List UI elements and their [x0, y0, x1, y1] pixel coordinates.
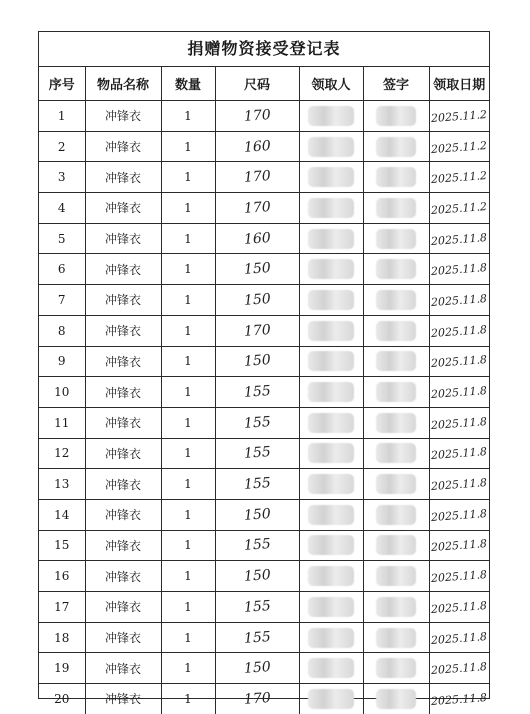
cell-receiver — [299, 285, 363, 316]
cell-date — [429, 407, 489, 438]
handwritten-size: 170 — [243, 106, 271, 125]
cell-qty: 1 — [161, 193, 215, 224]
cell-date — [429, 131, 489, 162]
cell-item: 冲锋衣 — [85, 131, 161, 162]
header-size: 尺码 — [215, 67, 299, 101]
cell-seq: 2 — [39, 131, 85, 162]
redacted-signature — [376, 597, 416, 617]
cell-seq: 19 — [39, 653, 85, 684]
redacted-signature — [376, 137, 416, 157]
cell-item: 冲锋衣 — [85, 438, 161, 469]
handwritten-size: 155 — [243, 628, 271, 647]
cell-size — [215, 438, 299, 469]
redacted-signature — [376, 106, 416, 126]
handwritten-size: 150 — [243, 291, 271, 309]
table-row — [39, 315, 489, 346]
cell-signature — [363, 254, 429, 285]
cell-date — [429, 285, 489, 316]
cell-item: 冲锋衣 — [85, 622, 161, 653]
cell-receiver — [299, 622, 363, 653]
cell-receiver — [299, 653, 363, 684]
cell-size — [215, 622, 299, 653]
cell-item: 冲锋衣 — [85, 561, 161, 592]
redacted-signature — [376, 689, 416, 709]
header-receiver: 领取人 — [299, 67, 363, 101]
cell-seq: 5 — [39, 223, 85, 254]
handwritten-date: 2025.11.8 — [430, 414, 488, 432]
cell-receiver — [299, 561, 363, 592]
cell-signature — [363, 131, 429, 162]
cell-receiver — [299, 499, 363, 530]
cell-signature — [363, 499, 429, 530]
redacted-receiver — [308, 351, 354, 371]
cell-qty: 1 — [161, 561, 215, 592]
cell-qty: 1 — [161, 254, 215, 285]
handwritten-size: 155 — [243, 383, 271, 401]
cell-receiver — [299, 131, 363, 162]
cell-qty: 1 — [161, 438, 215, 469]
handwritten-size: 150 — [243, 352, 271, 371]
handwritten-date: 2025.11.8 — [430, 690, 488, 708]
redacted-signature — [376, 351, 416, 371]
cell-seq: 3 — [39, 162, 85, 193]
table-row — [39, 193, 489, 224]
cell-signature — [363, 622, 429, 653]
redacted-receiver — [308, 474, 354, 494]
cell-size — [215, 315, 299, 346]
table-row — [39, 592, 489, 623]
cell-item: 冲锋衣 — [85, 193, 161, 224]
handwritten-size: 150 — [243, 260, 271, 279]
redacted-signature — [376, 167, 416, 187]
handwritten-size: 160 — [243, 229, 271, 248]
cell-receiver — [299, 407, 363, 438]
cell-size — [215, 131, 299, 162]
redacted-signature — [376, 474, 416, 494]
cell-seq: 20 — [39, 684, 85, 714]
handwritten-date: 2025.11.8 — [430, 230, 488, 248]
handwritten-size: 155 — [243, 475, 271, 494]
handwritten-date: 2025.11.8 — [430, 568, 488, 586]
redacted-receiver — [308, 167, 354, 187]
cell-seq: 11 — [39, 407, 85, 438]
handwritten-size: 155 — [243, 597, 271, 616]
redacted-receiver — [308, 628, 354, 648]
cell-seq: 9 — [39, 346, 85, 377]
cell-signature — [363, 101, 429, 132]
cell-item: 冲锋衣 — [85, 653, 161, 684]
redacted-receiver — [308, 137, 354, 157]
cell-date — [429, 346, 489, 377]
cell-seq: 8 — [39, 315, 85, 346]
handwritten-size: 170 — [243, 321, 271, 340]
cell-seq: 1 — [39, 101, 85, 132]
handwritten-date: 2025.11.8 — [430, 629, 488, 647]
redacted-receiver — [308, 198, 354, 218]
cell-receiver — [299, 469, 363, 500]
table-row — [39, 377, 489, 408]
table-row — [39, 530, 489, 561]
cell-size — [215, 407, 299, 438]
cell-seq: 17 — [39, 592, 85, 623]
cell-signature — [363, 162, 429, 193]
handwritten-date: 2025.11.2 — [430, 107, 488, 125]
cell-receiver — [299, 438, 363, 469]
cell-seq: 10 — [39, 377, 85, 408]
header-seq: 序号 — [39, 67, 85, 101]
cell-item: 冲锋衣 — [85, 684, 161, 714]
table-row — [39, 407, 489, 438]
cell-qty: 1 — [161, 684, 215, 714]
redacted-signature — [376, 505, 416, 525]
handwritten-size: 170 — [243, 198, 271, 217]
cell-date — [429, 622, 489, 653]
table-row — [39, 101, 489, 132]
cell-receiver — [299, 530, 363, 561]
handwritten-date: 2025.11.8 — [430, 292, 488, 309]
cell-item: 冲锋衣 — [85, 285, 161, 316]
cell-qty: 1 — [161, 653, 215, 684]
cell-qty: 1 — [161, 285, 215, 316]
cell-receiver — [299, 592, 363, 623]
cell-date — [429, 377, 489, 408]
handwritten-size: 150 — [243, 659, 271, 678]
table-row — [39, 499, 489, 530]
cell-signature — [363, 530, 429, 561]
cell-size — [215, 499, 299, 530]
cell-date — [429, 684, 489, 714]
table-row — [39, 285, 489, 316]
cell-receiver — [299, 193, 363, 224]
table-row — [39, 622, 489, 653]
cell-qty: 1 — [161, 469, 215, 500]
cell-item: 冲锋衣 — [85, 101, 161, 132]
handwritten-size: 155 — [243, 536, 271, 555]
cell-receiver — [299, 101, 363, 132]
cell-qty: 1 — [161, 346, 215, 377]
cell-signature — [363, 684, 429, 714]
header-signature: 签字 — [363, 67, 429, 101]
table-row — [39, 653, 489, 684]
cell-date — [429, 653, 489, 684]
cell-signature — [363, 469, 429, 500]
table-row — [39, 346, 489, 377]
handwritten-size: 160 — [243, 137, 271, 156]
cell-receiver — [299, 377, 363, 408]
redacted-receiver — [308, 259, 354, 279]
sheet-title: 捐赠物资接受登记表 — [39, 32, 489, 67]
cell-item: 冲锋衣 — [85, 315, 161, 346]
handwritten-date: 2025.11.2 — [430, 138, 488, 156]
cell-qty: 1 — [161, 407, 215, 438]
cell-qty: 1 — [161, 530, 215, 561]
cell-date — [429, 592, 489, 623]
cell-signature — [363, 377, 429, 408]
redacted-receiver — [308, 290, 354, 310]
cell-signature — [363, 285, 429, 316]
cell-date — [429, 223, 489, 254]
handwritten-date: 2025.11.2 — [430, 199, 488, 217]
table-row — [39, 684, 489, 714]
cell-qty: 1 — [161, 592, 215, 623]
redacted-receiver — [308, 106, 354, 126]
cell-size — [215, 561, 299, 592]
cell-receiver — [299, 315, 363, 346]
table-row — [39, 223, 489, 254]
table-row — [39, 162, 489, 193]
cell-size — [215, 469, 299, 500]
cell-date — [429, 438, 489, 469]
cell-date — [429, 162, 489, 193]
header-date: 领取日期 — [429, 67, 489, 101]
table-row — [39, 469, 489, 500]
redacted-receiver — [308, 566, 354, 586]
redacted-receiver — [308, 505, 354, 525]
redacted-signature — [376, 198, 416, 218]
handwritten-size: 155 — [243, 413, 271, 432]
table-row — [39, 254, 489, 285]
cell-size — [215, 223, 299, 254]
cell-seq: 16 — [39, 561, 85, 592]
table-row — [39, 438, 489, 469]
handwritten-date: 2025.11.8 — [430, 506, 488, 524]
cell-item: 冲锋衣 — [85, 407, 161, 438]
cell-item: 冲锋衣 — [85, 377, 161, 408]
registration-sheet — [38, 31, 490, 708]
cell-signature — [363, 592, 429, 623]
handwritten-date: 2025.11.8 — [430, 261, 488, 279]
cell-item: 冲锋衣 — [85, 254, 161, 285]
redacted-signature — [376, 658, 416, 678]
cell-qty: 1 — [161, 162, 215, 193]
cell-signature — [363, 407, 429, 438]
redacted-signature — [376, 628, 416, 648]
handwritten-size: 150 — [243, 505, 271, 524]
cell-signature — [363, 193, 429, 224]
cell-size — [215, 285, 299, 316]
cell-signature — [363, 223, 429, 254]
cell-item: 冲锋衣 — [85, 346, 161, 377]
cell-date — [429, 561, 489, 592]
handwritten-date: 2025.11.8 — [430, 445, 488, 463]
cell-size — [215, 530, 299, 561]
cell-receiver — [299, 254, 363, 285]
cell-date — [429, 101, 489, 132]
handwritten-date: 2025.11.8 — [430, 537, 488, 555]
handwritten-date: 2025.11.8 — [430, 322, 488, 340]
handwritten-date: 2025.11.8 — [430, 476, 488, 494]
handwritten-size: 170 — [243, 689, 271, 708]
cell-size — [215, 101, 299, 132]
handwritten-size: 150 — [243, 567, 271, 586]
table-row — [39, 561, 489, 592]
cell-qty: 1 — [161, 131, 215, 162]
cell-seq: 7 — [39, 285, 85, 316]
redacted-receiver — [308, 443, 354, 463]
handwritten-date: 2025.11.8 — [430, 384, 488, 401]
cell-seq: 13 — [39, 469, 85, 500]
cell-signature — [363, 438, 429, 469]
cell-size — [215, 346, 299, 377]
redacted-signature — [376, 413, 416, 433]
cell-signature — [363, 346, 429, 377]
cell-qty: 1 — [161, 622, 215, 653]
cell-receiver — [299, 223, 363, 254]
redacted-signature — [376, 443, 416, 463]
registration-table — [39, 67, 489, 714]
redacted-receiver — [308, 229, 354, 249]
cell-date — [429, 499, 489, 530]
handwritten-size: 170 — [243, 168, 271, 187]
cell-item: 冲锋衣 — [85, 162, 161, 193]
cell-size — [215, 377, 299, 408]
redacted-signature — [376, 535, 416, 555]
cell-qty: 1 — [161, 315, 215, 346]
redacted-signature — [376, 290, 416, 310]
cell-receiver — [299, 346, 363, 377]
cell-seq: 14 — [39, 499, 85, 530]
cell-qty: 1 — [161, 223, 215, 254]
cell-date — [429, 315, 489, 346]
cell-seq: 18 — [39, 622, 85, 653]
handwritten-date: 2025.11.2 — [430, 169, 488, 187]
redacted-signature — [376, 259, 416, 279]
cell-item: 冲锋衣 — [85, 530, 161, 561]
redacted-signature — [376, 382, 416, 402]
cell-signature — [363, 315, 429, 346]
redacted-receiver — [308, 689, 354, 709]
cell-seq: 6 — [39, 254, 85, 285]
header-item: 物品名称 — [85, 67, 161, 101]
cell-qty: 1 — [161, 377, 215, 408]
redacted-receiver — [308, 382, 354, 402]
header-qty: 数量 — [161, 67, 215, 101]
redacted-receiver — [308, 321, 354, 341]
redacted-signature — [376, 229, 416, 249]
cell-date — [429, 530, 489, 561]
cell-qty: 1 — [161, 101, 215, 132]
cell-signature — [363, 653, 429, 684]
handwritten-size: 155 — [243, 444, 271, 463]
handwritten-date: 2025.11.8 — [430, 660, 488, 678]
redacted-signature — [376, 321, 416, 341]
handwritten-date: 2025.11.8 — [430, 598, 488, 616]
redacted-receiver — [308, 535, 354, 555]
redacted-signature — [376, 566, 416, 586]
cell-seq: 12 — [39, 438, 85, 469]
cell-item: 冲锋衣 — [85, 499, 161, 530]
redacted-receiver — [308, 413, 354, 433]
cell-receiver — [299, 162, 363, 193]
cell-signature — [363, 561, 429, 592]
cell-size — [215, 592, 299, 623]
redacted-receiver — [308, 658, 354, 678]
cell-date — [429, 469, 489, 500]
cell-size — [215, 254, 299, 285]
cell-item: 冲锋衣 — [85, 592, 161, 623]
cell-size — [215, 653, 299, 684]
cell-date — [429, 193, 489, 224]
cell-receiver — [299, 684, 363, 714]
cell-date — [429, 254, 489, 285]
table-body — [39, 101, 489, 714]
cell-item: 冲锋衣 — [85, 223, 161, 254]
cell-size — [215, 162, 299, 193]
table-row — [39, 131, 489, 162]
header-row — [39, 67, 489, 101]
cell-seq: 4 — [39, 193, 85, 224]
redacted-receiver — [308, 597, 354, 617]
handwritten-date: 2025.11.8 — [430, 353, 488, 371]
cell-seq: 15 — [39, 530, 85, 561]
cell-size — [215, 193, 299, 224]
cell-qty: 1 — [161, 499, 215, 530]
cell-item: 冲锋衣 — [85, 469, 161, 500]
cell-size — [215, 684, 299, 714]
